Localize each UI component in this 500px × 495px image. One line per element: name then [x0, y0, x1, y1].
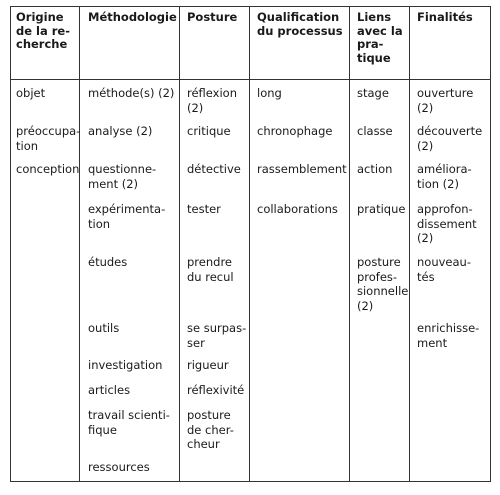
table-cell: objet: [16, 86, 46, 100]
table-cell: long: [257, 86, 282, 100]
column-divider: [349, 7, 350, 481]
column-divider: [409, 7, 410, 481]
table-cell: méthode(s) (2): [88, 86, 175, 100]
table-cell: outils: [88, 321, 120, 335]
table-cell: pratique: [357, 202, 406, 216]
table-cell: expérimenta- tion: [88, 202, 166, 231]
table-cell: ressources: [88, 460, 150, 474]
column-header: Méthodologie: [88, 10, 177, 24]
table-cell: posture profes- sionnelle (2): [357, 255, 409, 313]
table-cell: approfon- dissement (2): [417, 202, 477, 245]
table-cell: rassemblement: [257, 162, 347, 176]
column-header: Origine de la re- cherche: [16, 10, 70, 51]
table-cell: posture de cher- cheur: [187, 408, 234, 451]
table-cell: chronophage: [257, 124, 333, 138]
table-cell: réflexion (2): [187, 86, 237, 115]
table-cell: questionne- ment (2): [88, 162, 157, 191]
table-cell: travail scienti- fique: [88, 408, 170, 437]
table-cell: nouveau- tés: [417, 255, 471, 284]
table-cell: classe: [357, 124, 393, 138]
table-cell: conception: [16, 162, 80, 176]
column-header: Finalités: [417, 10, 473, 24]
table-cell: critique: [187, 124, 231, 138]
column-header: Liens avec la pra- tique: [357, 10, 403, 65]
table-cell: articles: [88, 383, 131, 397]
table-cell: stage: [357, 86, 389, 100]
table-cell: préoccupa- tion: [16, 124, 81, 153]
header-divider: [11, 79, 490, 80]
column-divider: [79, 7, 80, 481]
table-cell: détective: [187, 162, 241, 176]
table-cell: réflexivité: [187, 383, 245, 397]
table-cell: rigueur: [187, 358, 229, 372]
column-header: Qualification du processus: [257, 10, 343, 38]
table-cell: analyse (2): [88, 124, 153, 138]
table-cell: découverte (2): [417, 124, 483, 153]
table-cell: études: [88, 255, 128, 269]
table-cell: prendre du recul: [187, 255, 234, 284]
table-cell: se surpas- ser: [187, 321, 247, 350]
table-cell: investigation: [88, 358, 163, 372]
table-cell: tester: [187, 202, 221, 216]
table-cell: améliora- tion (2): [417, 162, 472, 191]
table-cell: collaborations: [257, 202, 338, 216]
table-cell: action: [357, 162, 393, 176]
table-cell: ouverture (2): [417, 86, 474, 115]
column-header: Posture: [187, 10, 238, 24]
table-cell: enrichisse- ment: [417, 321, 480, 350]
